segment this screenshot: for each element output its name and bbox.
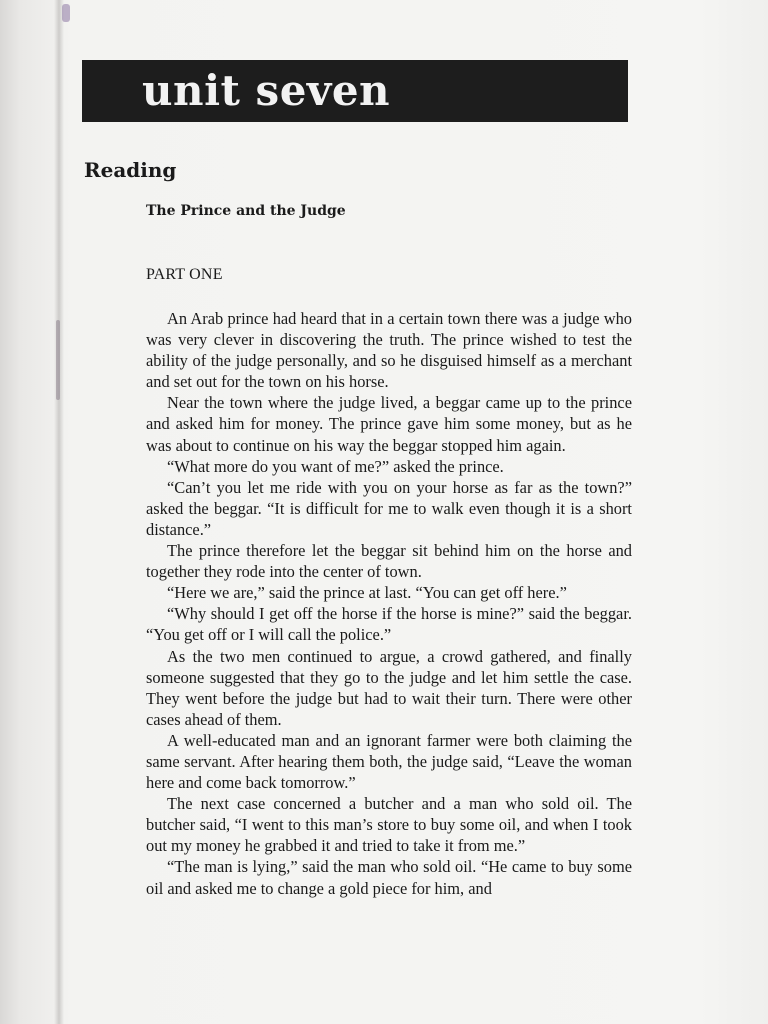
part-heading: PART ONE [146,266,223,283]
paragraph: Near the town where the judge lived, a beggar came up to the prince and asked him for money. The prince gave him some money, but as he was about to continue on his way the beggar stopped him again. [146,393,632,455]
paragraph: “Can’t you let me ride with you on your horse as far as the town?” asked the beggar. “It is difficult for me to walk even though it is a short distance.” [146,477,632,539]
paragraph: An Arab prince had heard that in a certain town there was a judge who was very clever in discovering the truth. The prince wished to test the ability of the judge personally, and so he disguised himself as a merchant and set out for the town on his horse. [146,309,632,392]
paragraph: “Why should I get off the horse if the horse is mine?” said the beggar. “You get off or I will call the police.” [146,604,632,645]
page-edge-mark [62,4,70,22]
story-body [146,308,632,899]
paragraph: The next case concerned a butcher and a man who sold oil. The butcher said, “I went to this man’s store to buy some oil, and when I took out my money he grabbed it and tried to take it from me.” [146,794,632,856]
unit-title: unit seven [142,66,391,115]
page-binding-edge [54,0,64,1024]
paragraph: “What more do you want of me?” asked the prince. [167,456,504,476]
page-edge-shadow [56,320,60,400]
story-title: The Prince and the Judge [146,203,346,219]
paragraph: The prince therefore let the beggar sit behind him on the horse and together they rode into the center of town. [146,541,632,582]
paragraph: “The man is lying,” said the man who sold oil. “He came to buy some oil and asked me to change a gold piece for him, and [146,857,632,898]
paragraph: As the two men continued to argue, a crowd gathered, and finally someone suggested that they go to the judge and let him settle the case. They went before the judge but had to wait their turn. There were other cases ahead of them. [146,646,632,729]
section-heading: Reading [84,158,177,182]
paragraph: “Here we are,” said the prince at last. “You can get off here.” [167,583,567,603]
paragraph: A well-educated man and an ignorant farmer were both claiming the same servant. After hearing them both, the judge said, “Leave the woman here and come back tomorrow.” [146,730,632,793]
unit-banner [82,60,628,122]
